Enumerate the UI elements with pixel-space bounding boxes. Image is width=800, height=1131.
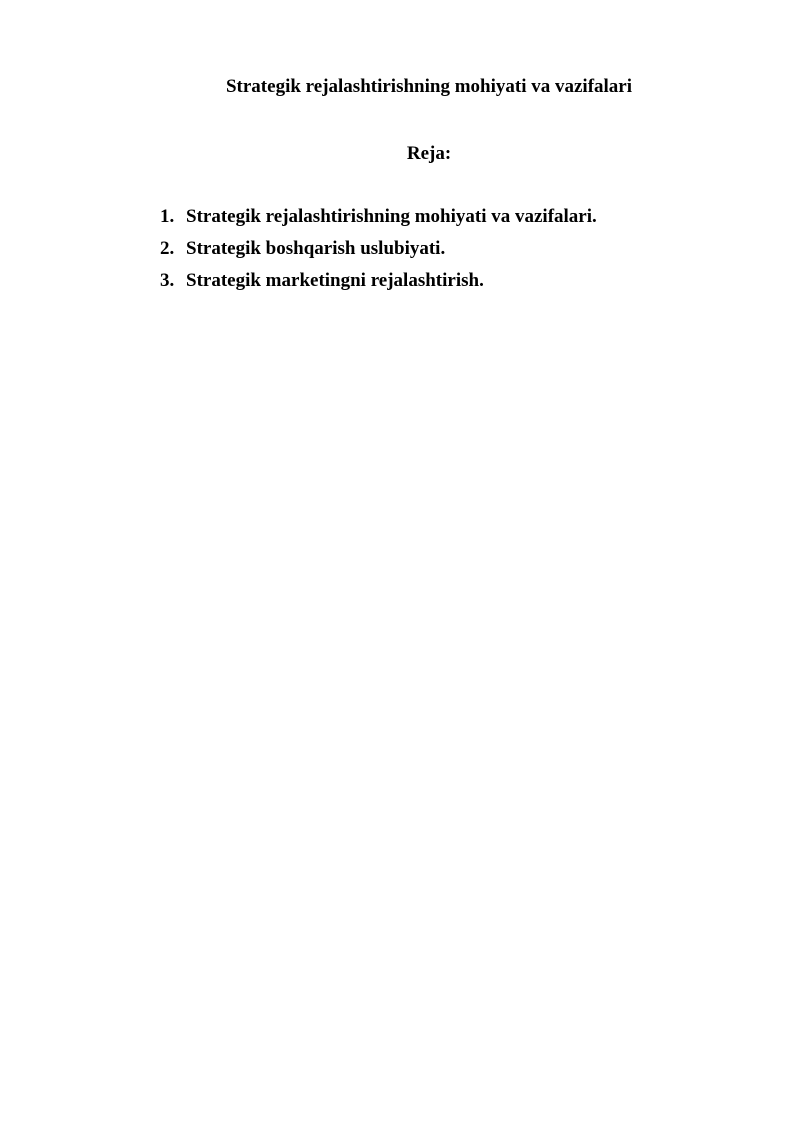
document-title: Strategik rejalashtirishning mohiyati va vazifalari <box>225 76 633 97</box>
plan-heading: Reja: <box>406 143 452 164</box>
plan-item-text: Strategik boshqarish uslubiyati. <box>186 238 446 259</box>
plan-item-number: 2. <box>160 238 175 259</box>
plan-list-item <box>160 205 597 237</box>
plan-item-text: Strategik rejalashtirishning mohiyati va vazifalari. <box>186 206 597 227</box>
plan-list-item <box>160 269 597 301</box>
plan-item-number: 3. <box>160 270 175 291</box>
plan-list-item <box>160 237 597 269</box>
plan-item-number: 1. <box>160 206 175 227</box>
plan-item-text: Strategik marketingni rejalashtirish. <box>186 270 484 291</box>
plan-list <box>160 205 597 301</box>
